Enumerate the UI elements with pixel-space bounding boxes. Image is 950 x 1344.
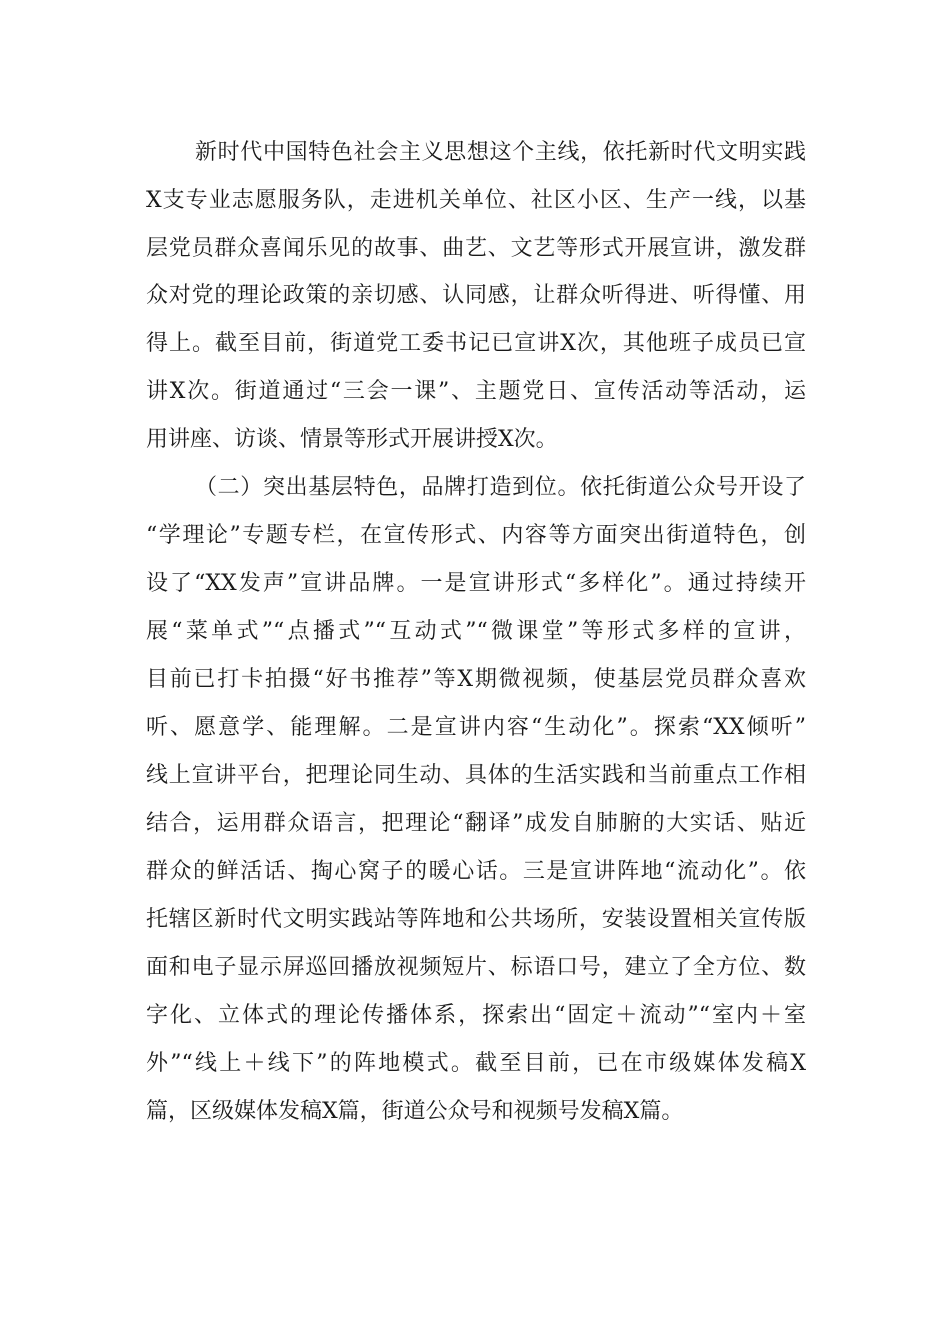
paragraph-2-line-6: 听、愿意学、能理解。二是宣讲内容“生动化”。探索“XX倾听”	[146, 715, 806, 740]
paragraph-1-line-4: 众对党的理论政策的亲切感、认同感，让群众听得进、听得懂、用	[146, 283, 806, 308]
paragraph-1-line-3: 层党员群众喜闻乐见的故事、曲艺、文艺等形式开展宣讲，激发群	[146, 236, 806, 261]
paragraph-1-line-1: 新时代中国特色社会主义思想这个主线，依托新时代文明实践	[195, 140, 806, 165]
paragraph-2-line-4: 展“菜单式”“点播式”“互动式”“微课堂”等形式多样的宣讲，	[146, 619, 806, 644]
paragraph-2-line-11: 面和电子显示屏巡回播放视频短片、标语口号，建立了全方位、数	[146, 955, 806, 980]
paragraph-2-line-13: 外”“线上＋线下”的阵地模式。截至目前，已在市级媒体发稿X	[146, 1051, 806, 1076]
paragraph-2-line-14: 篇，区级媒体发稿X篇，街道公众号和视频号发稿X篇。	[146, 1099, 684, 1124]
paragraph-2-line-2: “学理论”专题专栏，在宣传形式、内容等方面突出街道特色，创	[146, 523, 806, 548]
paragraph-2-line-9: 群众的鲜活话、掏心窝子的暖心话。三是宣讲阵地“流动化”。依	[146, 859, 806, 884]
paragraph-2-line-5: 目前已打卡拍摄“好书推荐”等X期微视频，使基层党员群众喜欢	[146, 667, 806, 692]
paragraph-2-line-3: 设了“XX发声”宣讲品牌。一是宣讲形式“多样化”。通过持续开	[146, 571, 806, 596]
paragraph-2-line-7: 线上宣讲平台，把理论同生动、具体的生活实践和当前重点工作相	[146, 763, 806, 788]
paragraph-1-line-7: 用讲座、访谈、情景等形式开展讲授X次。	[146, 427, 558, 452]
paragraph-2-line-1: （二）突出基层特色，品牌打造到位。依托街道公众号开设了	[195, 475, 806, 500]
paragraph-2-line-8: 结合，运用群众语言，把理论“翻译”成发自肺腑的大实话、贴近	[146, 811, 806, 836]
paragraph-1-line-2: X支专业志愿服务队，走进机关单位、社区小区、生产一线，以基	[146, 188, 806, 213]
paragraph-1-line-5: 得上。截至目前，街道党工委书记已宣讲X次，其他班子成员已宣	[146, 331, 806, 356]
paragraph-2-line-12: 字化、立体式的理论传播体系，探索出“固定＋流动”“室内＋室	[146, 1003, 806, 1028]
paragraph-1-line-6: 讲X次。街道通过“三会一课”、主题党日、宣传活动等活动，运	[146, 379, 806, 404]
paragraph-2-line-10: 托辖区新时代文明实践站等阵地和公共场所，安装设置相关宣传版	[146, 907, 806, 932]
